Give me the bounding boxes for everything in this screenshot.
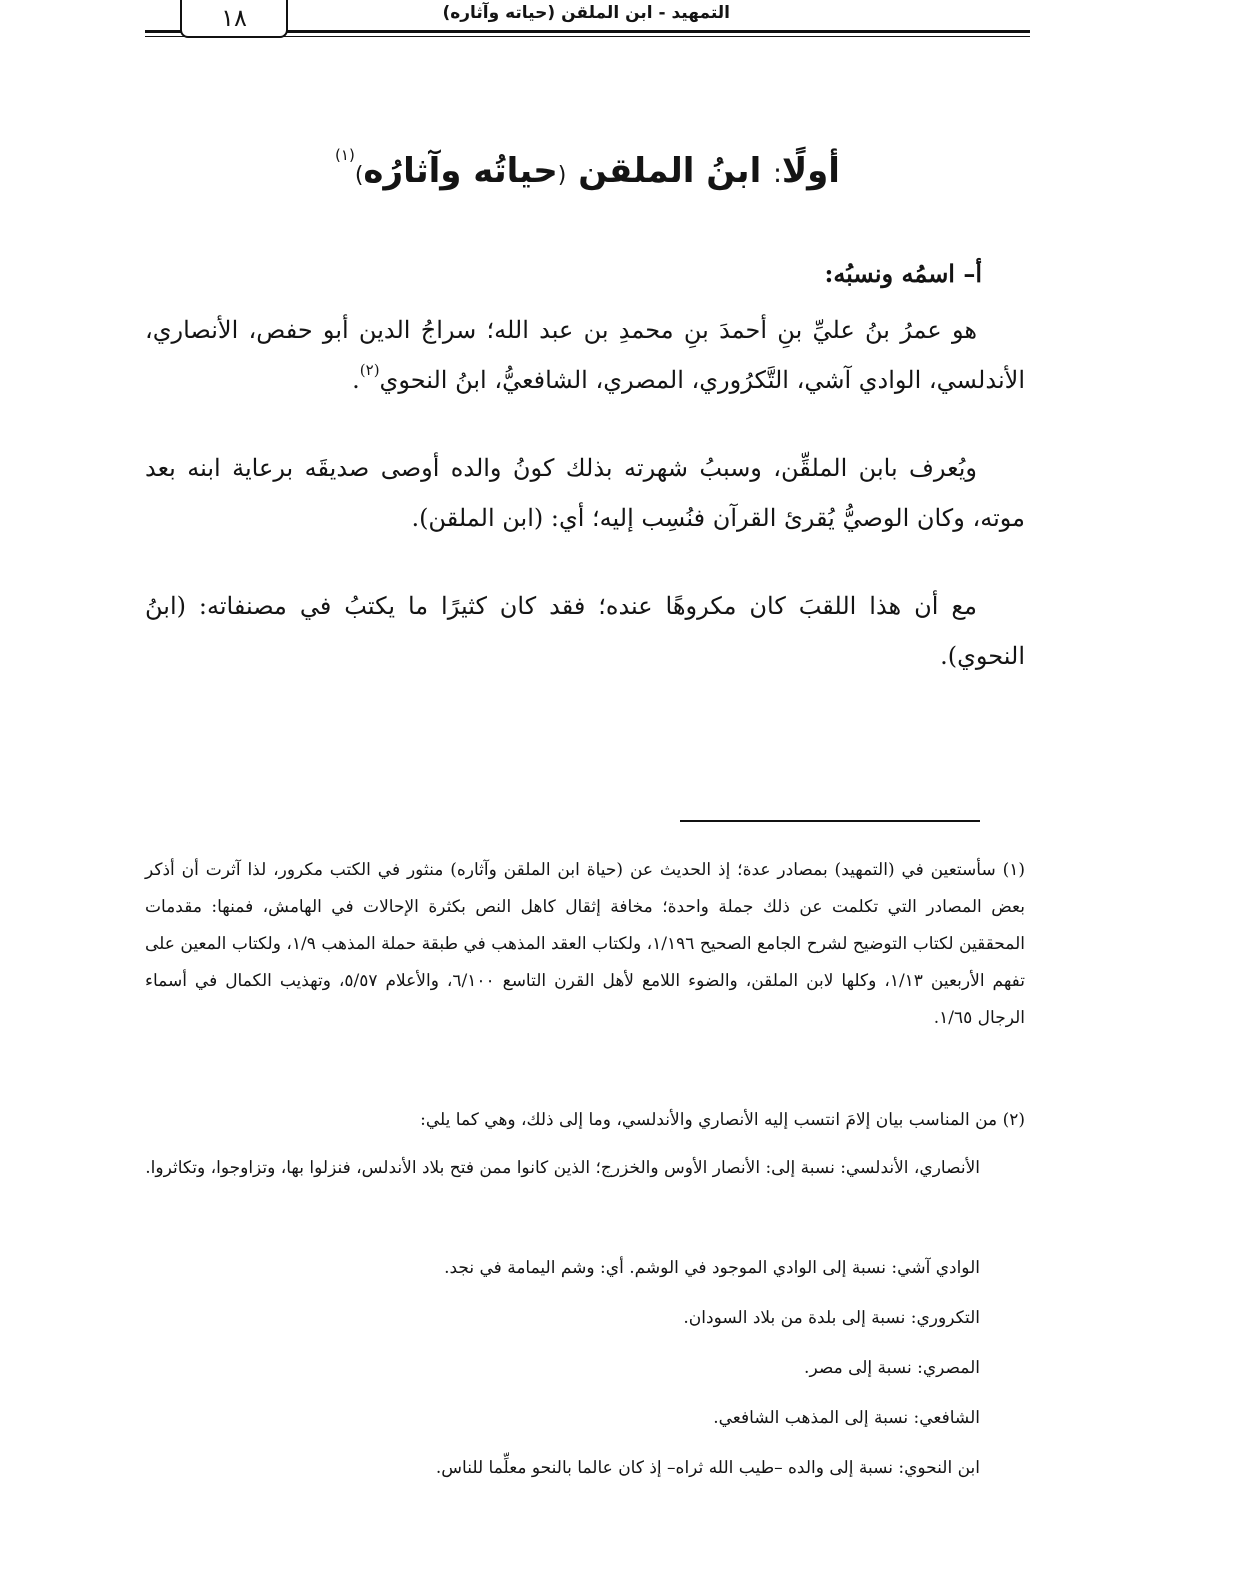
body-paragraph-3	[145, 581, 1025, 681]
body-paragraph-2-text: ويُعرف بابن الملقِّن، وسببُ شهرته بذلك كونُ والده أوصى صديقَه برعاية ابنه بعد موته، وكان الوصيُّ يُقرئ القرآن فنُسِب إليه؛ أي: (ابن الملقن).	[145, 454, 1025, 532]
body-paragraph-3-text: مع أن هذا اللقبَ كان مكروهًا عنده؛ فقد كان كثيرًا ما يكتبُ في مصنفاته: (ابنُ النحوي).	[145, 592, 1025, 670]
footnote-2-item: الأنصاري، الأندلسي: نسبة إلى: الأنصار الأوس والخزرج؛ الذين كانوا ممن فتح بلاد الأندلس، فنزلوا بها، وتزاوجوا، وتكاثروا.	[145, 1158, 980, 1178]
footnote-2-number: (٢)	[1002, 1110, 1025, 1130]
body-paragraph-1-end: .	[352, 366, 360, 394]
chapter-title-subtitle: حياتُه وآثارُه	[363, 151, 558, 191]
chapter-title-name: ابنُ الملقن	[578, 151, 762, 191]
section-heading: أ– اسمُه ونسبُه:	[824, 259, 982, 288]
chapter-title-lead: أولًا	[781, 151, 840, 191]
page-number: ١٨	[180, 0, 288, 38]
footnote-2-item: ابن النحوي: نسبة إلى والده –طيب الله ثراه– إذ كان عالما بالنحو معلِّما للناس.	[435, 1458, 980, 1478]
footnote-2	[145, 1102, 1025, 1139]
chapter-title-colon: :	[773, 159, 782, 189]
footnote-1-number: (١)	[1002, 860, 1026, 880]
footnote-ref-2[interactable]: (٢)	[359, 361, 380, 379]
chapter-title	[145, 130, 1030, 201]
body-paragraph-2	[145, 443, 1025, 543]
footnote-2-item: الشافعي: نسبة إلى المذهب الشافعي.	[713, 1408, 980, 1428]
chapter-title-paren-close: )	[354, 163, 364, 188]
footnote-2-item: المصري: نسبة إلى مصر.	[804, 1358, 980, 1378]
footnote-separator	[680, 820, 980, 822]
footnote-1	[145, 852, 1025, 1037]
chapter-footnote-ref[interactable]: (١)	[335, 146, 355, 164]
body-paragraph-1-text: هو عمرُ بنُ عليِّ بنِ أحمدَ بنِ محمدِ بن عبد الله؛ سراجُ الدين أبو حفص، الأنصاري، الأندلسي، الوادي آشي، التَّكرُوري، المصري، الشافعيُّ، ابنُ النحوي	[145, 316, 1025, 394]
footnote-2-text: من المناسب بيان إلامَ انتسب إليه الأنصاري والأندلسي، وما إلى ذلك، وهي كما يلي:	[420, 1110, 998, 1130]
chapter-title-paren-open: (	[557, 163, 567, 188]
running-header-title: التمهيد - ابن الملقن (حياته وآثاره)	[442, 3, 730, 23]
footnote-2-item: الوادي آشي: نسبة إلى الوادي الموجود في الوشم. أي: وشم اليمامة في نجد.	[444, 1258, 980, 1278]
body-paragraph-1	[145, 305, 1025, 405]
footnote-2-item: التكروري: نسبة إلى بلدة من بلاد السودان.	[683, 1308, 980, 1328]
footnote-1-text: سأستعين في (التمهيد) بمصادر عدة؛ إذ الحديث عن (حياة ابن الملقن وآثاره) منثور في الكتب مكرور، لذا آثرت أن أذكر بعض المصادر التي تكلمت عن ذلك جملة واحدة؛ مخافة إثقال كاهل النص بكثرة الإحالات في الهامش، فمنها: مقدمات المحققين لكتاب التوضيح لشرح الجامع الصحيح ١/١٩٦، ولكتاب العقد المذهب في طبقة حملة المذهب ١/٩، ولكتاب المعين على تفهم الأربعين ١/١٣، وكلها لابن الملقن، والضوء اللامع لأهل القرن التاسع ٦/١٠٠، والأعلام ٥/٥٧، وتهذيب الكمال في أسماء الرجال ١/٦٥.	[145, 860, 1026, 1028]
